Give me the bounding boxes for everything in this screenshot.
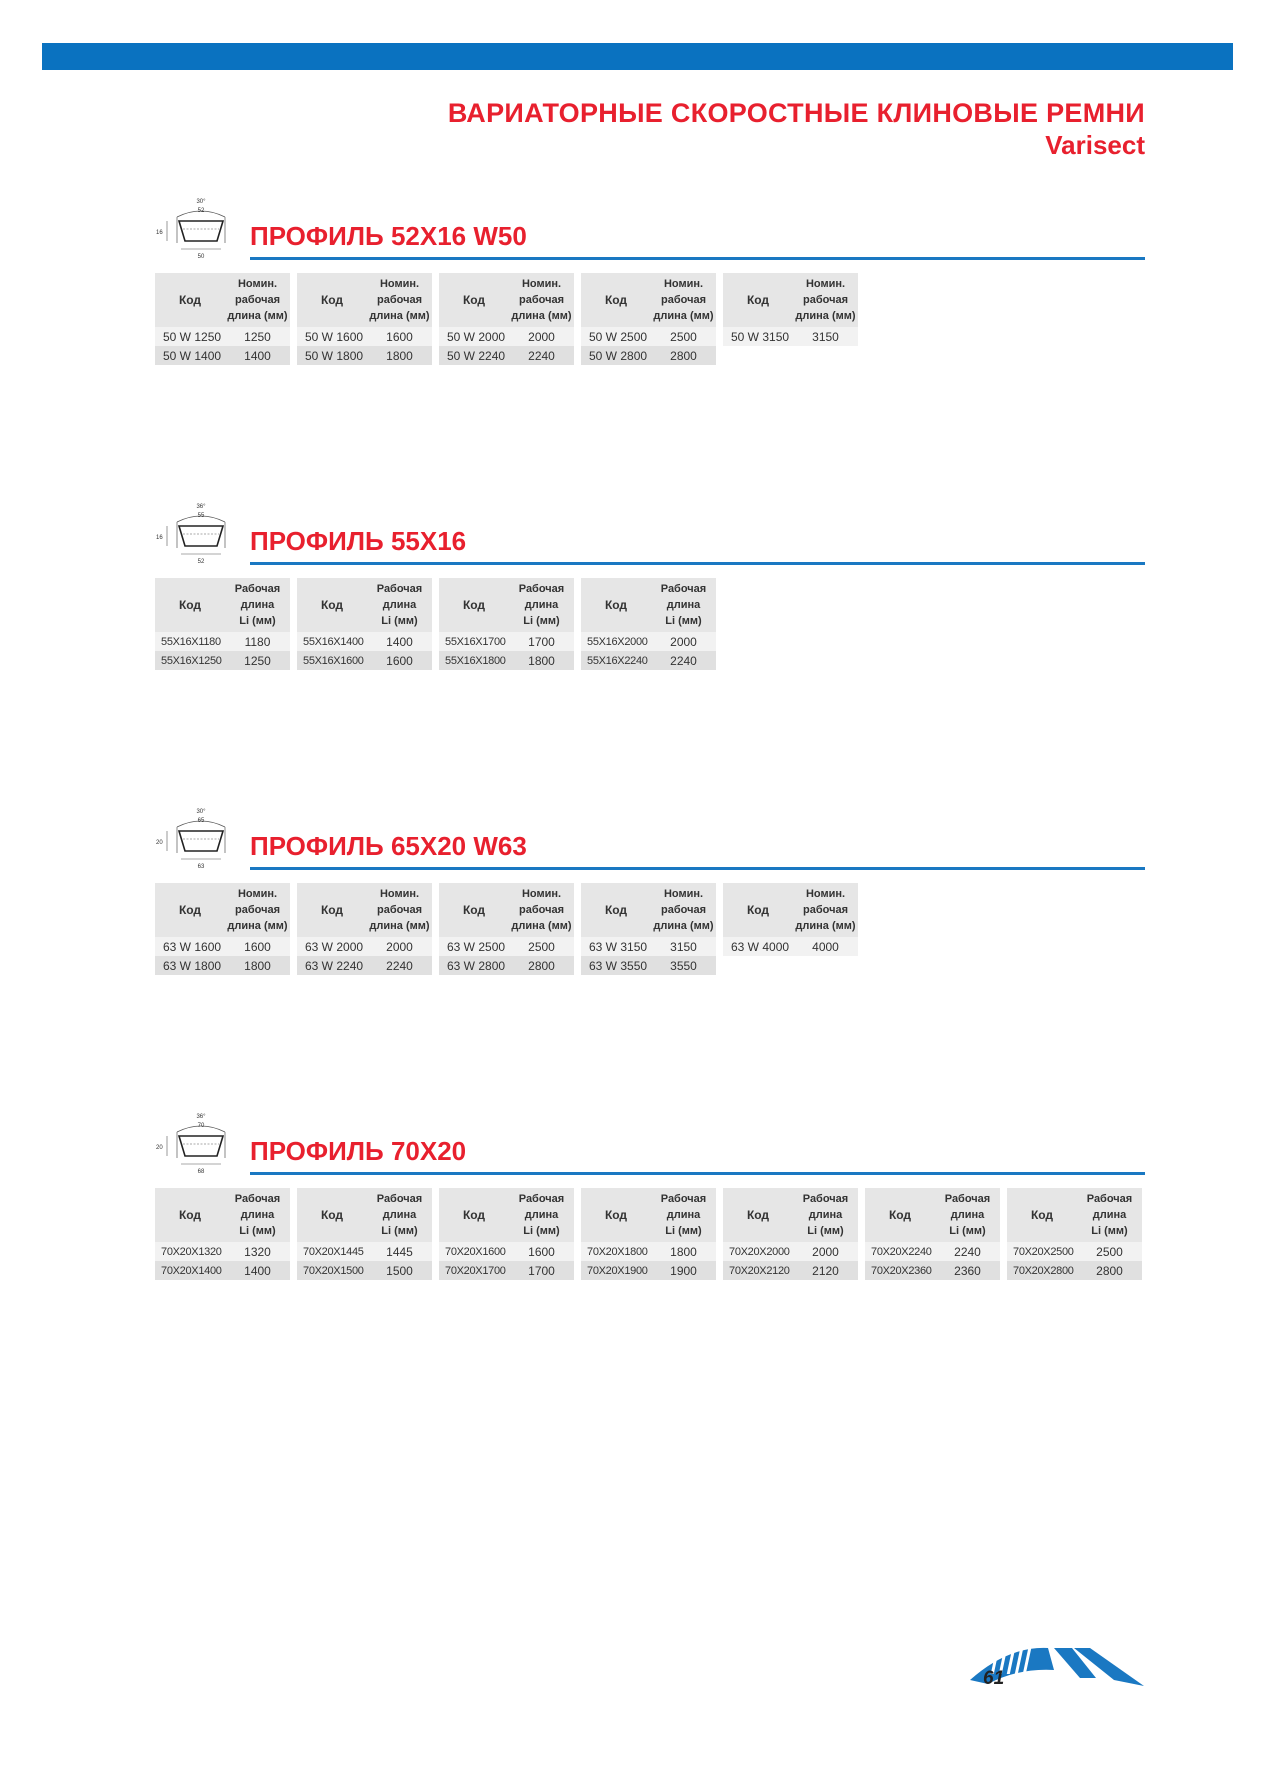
page-title: ВАРИАТОРНЫЕ СКОРОСТНЫЕ КЛИНОВЫЕ РЕМНИ (447, 98, 1145, 128)
diagram-bottom-width-label: 50 (197, 254, 205, 260)
size-table (297, 883, 432, 975)
table-header (723, 1188, 858, 1242)
belt-profile-diagram-icon (155, 195, 243, 269)
cell-length: 2000 (386, 939, 413, 954)
column-header-length: Рабочая длина Li (мм) (234, 583, 281, 627)
cell-code: 70X20X2360 (871, 1264, 932, 1277)
cell-length: 1800 (244, 958, 271, 973)
column-header-code: Код (462, 598, 486, 612)
table-row (581, 956, 716, 975)
column-header-code: Код (462, 293, 486, 307)
column-header-code: Код (746, 903, 770, 917)
cell-length: 1600 (528, 1244, 555, 1259)
section-divider (250, 1172, 1145, 1175)
cell-length: 1700 (528, 634, 555, 649)
cell-code: 63 W 3150 (589, 939, 648, 954)
cell-code: 50 W 1250 (163, 329, 222, 344)
size-table (865, 1188, 1000, 1280)
cell-length: 1180 (244, 634, 271, 649)
cell-length: 1800 (670, 1244, 697, 1259)
cell-length: 1600 (386, 653, 413, 668)
table-row (581, 346, 716, 365)
cell-length: 3550 (670, 958, 697, 973)
column-header-code: Код (320, 1208, 344, 1222)
table-row (155, 1261, 290, 1280)
column-header-code: Код (604, 598, 628, 612)
column-header-length: Номин. рабочая длина (мм) (227, 278, 288, 322)
section-divider (250, 867, 1145, 870)
cell-length: 1400 (244, 348, 271, 363)
cell-code: 55X16X1800 (445, 654, 506, 667)
cell-length: 2000 (670, 634, 697, 649)
cell-code: 70X20X1500 (303, 1264, 364, 1277)
table-row (297, 327, 432, 346)
cell-code: 70X20X2800 (1013, 1264, 1074, 1277)
profile-title: ПРОФИЛЬ 55X16 (250, 526, 467, 556)
table-row (439, 1242, 574, 1261)
cell-code: 70X20X2240 (871, 1245, 932, 1258)
column-header-code: Код (604, 1208, 628, 1222)
cell-length: 1445 (386, 1244, 413, 1259)
table-row (297, 1242, 432, 1261)
cell-code: 70X20X2120 (729, 1264, 790, 1277)
table-header (723, 883, 858, 937)
cell-length: 2000 (528, 329, 555, 344)
diagram-bottom-width-label: 68 (197, 1169, 205, 1175)
size-table (723, 883, 858, 975)
column-header-length: Рабочая длина Li (мм) (376, 583, 423, 627)
cell-length: 1250 (244, 653, 271, 668)
cell-code: 63 W 4000 (731, 939, 790, 954)
table-row (581, 651, 716, 670)
diagram-top-width-label: 55 (197, 513, 205, 519)
table-header (155, 883, 290, 937)
cell-code: 50 W 2240 (447, 348, 506, 363)
table-header (297, 273, 432, 327)
table-row (439, 651, 574, 670)
cell-code: 50 W 1800 (305, 348, 364, 363)
column-header-code: Код (604, 903, 628, 917)
table-row (297, 346, 432, 365)
cell-code: 70X20X1900 (587, 1264, 648, 1277)
table-row (439, 937, 574, 956)
cell-length: 2240 (386, 958, 413, 973)
cell-code: 55X16X1250 (161, 654, 222, 667)
cell-code: 50 W 2000 (447, 329, 506, 344)
cell-length: 1400 (386, 634, 413, 649)
table-row (439, 632, 574, 651)
table-row (155, 937, 290, 956)
column-header-length: Номин. рабочая длина (мм) (227, 888, 288, 932)
cell-code: 55X16X2240 (587, 654, 648, 667)
cell-code: 63 W 2240 (305, 958, 364, 973)
size-table (439, 883, 574, 975)
cell-length: 1600 (244, 939, 271, 954)
table-header (865, 1188, 1000, 1242)
table-row (581, 1261, 716, 1280)
diagram-top-width-label: 70 (197, 1123, 205, 1129)
cell-length: 1800 (528, 653, 555, 668)
table-header (297, 883, 432, 937)
cell-length: 2800 (670, 348, 697, 363)
size-tables (155, 273, 858, 365)
cell-length: 1600 (386, 329, 413, 344)
belt-profile-diagram-icon (155, 500, 243, 574)
size-table (297, 578, 432, 670)
cell-code: 50 W 1600 (305, 329, 364, 344)
size-table (723, 1188, 858, 1280)
size-table (155, 1188, 290, 1280)
header-bar (42, 43, 1233, 70)
cell-length: 2240 (670, 653, 697, 668)
table-header (723, 273, 858, 327)
cell-code: 55X16X1180 (161, 635, 221, 648)
size-table (723, 273, 858, 365)
column-header-length: Номин. рабочая длина (мм) (795, 278, 856, 322)
cell-length: 2500 (528, 939, 555, 954)
diagram-angle-label: 36° (196, 504, 206, 510)
profile-title: ПРОФИЛЬ 52X16 W50 (250, 221, 527, 251)
cell-length: 2120 (812, 1263, 839, 1278)
column-header-length: Рабочая длина Li (мм) (518, 583, 565, 627)
diagram-height-label: 20 (156, 1145, 163, 1151)
table-row (439, 346, 574, 365)
table-row (155, 651, 290, 670)
column-header-length: Рабочая длина Li (мм) (1086, 1193, 1133, 1237)
table-row (723, 327, 858, 346)
column-header-length: Рабочая длина Li (мм) (660, 1193, 707, 1237)
table-header (155, 1188, 290, 1242)
table-row (155, 956, 290, 975)
column-header-code: Код (178, 293, 202, 307)
table-row (155, 632, 290, 651)
column-header-code: Код (320, 598, 344, 612)
table-header (297, 578, 432, 632)
column-header-length: Рабочая длина Li (мм) (802, 1193, 849, 1237)
table-header (581, 578, 716, 632)
table-header (439, 273, 574, 327)
table-row (439, 327, 574, 346)
size-table (439, 273, 574, 365)
column-header-code: Код (888, 1208, 912, 1222)
diagram-height-label: 16 (156, 535, 163, 541)
table-row (581, 327, 716, 346)
table-header (581, 273, 716, 327)
cell-code: 70X20X1445 (303, 1245, 364, 1258)
column-header-code: Код (604, 293, 628, 307)
table-row (865, 1242, 1000, 1261)
column-header-code: Код (462, 1208, 486, 1222)
cell-code: 70X20X1600 (445, 1245, 506, 1258)
table-header (155, 273, 290, 327)
size-tables (155, 1188, 1142, 1280)
column-header-length: Номин. рабочая длина (мм) (369, 888, 430, 932)
diagram-angle-label: 30° (196, 809, 206, 815)
diagram-top-width-label: 65 (197, 818, 205, 824)
profile-title: ПРОФИЛЬ 70X20 (250, 1136, 467, 1166)
belt-profile-diagram-icon (155, 1110, 243, 1184)
table-row (297, 651, 432, 670)
cell-code: 70X20X1700 (445, 1264, 506, 1277)
cell-code: 63 W 2800 (447, 958, 506, 973)
cell-code: 63 W 1600 (163, 939, 222, 954)
diagram-bottom-width-label: 52 (197, 559, 205, 565)
cell-length: 1800 (386, 348, 413, 363)
size-table (297, 1188, 432, 1280)
cell-length: 2240 (954, 1244, 981, 1259)
cell-code: 50 W 1400 (163, 348, 222, 363)
table-row (155, 327, 290, 346)
cell-length: 2500 (670, 329, 697, 344)
page-number: 61 (983, 1668, 1005, 1689)
size-table (581, 883, 716, 975)
cell-code: 63 W 3550 (589, 958, 648, 973)
size-table (439, 578, 574, 670)
column-header-length: Номин. рабочая длина (мм) (653, 278, 714, 322)
column-header-code: Код (178, 903, 202, 917)
size-table (581, 1188, 716, 1280)
cell-code: 50 W 2800 (589, 348, 648, 363)
size-table (155, 883, 290, 975)
column-header-length: Номин. рабочая длина (мм) (653, 888, 714, 932)
table-row (1007, 1261, 1142, 1280)
column-header-length: Рабочая длина Li (мм) (234, 1193, 281, 1237)
table-row (297, 956, 432, 975)
cell-code: 70X20X2500 (1013, 1245, 1074, 1258)
cell-length: 1900 (670, 1263, 697, 1278)
diagram-bottom-width-label: 63 (197, 864, 205, 870)
table-header (439, 578, 574, 632)
cell-length: 2000 (812, 1244, 839, 1259)
diagram-height-label: 20 (156, 840, 163, 846)
table-header (297, 1188, 432, 1242)
cell-length: 1500 (386, 1263, 413, 1278)
table-row (297, 937, 432, 956)
cell-length: 1320 (244, 1244, 271, 1259)
cell-code: 55X16X2000 (587, 635, 648, 648)
page-subtitle: Varisect (1045, 130, 1145, 160)
section-divider (250, 562, 1145, 565)
column-header-length: Номин. рабочая длина (мм) (795, 888, 856, 932)
cell-length: 1250 (244, 329, 271, 344)
table-row (723, 937, 858, 956)
column-header-length: Рабочая длина Li (мм) (518, 1193, 565, 1237)
table-header (155, 578, 290, 632)
column-header-length: Номин. рабочая длина (мм) (511, 888, 572, 932)
size-table (581, 578, 716, 670)
column-header-code: Код (178, 1208, 202, 1222)
size-table (1007, 1188, 1142, 1280)
table-row (581, 1242, 716, 1261)
column-header-length: Рабочая длина Li (мм) (660, 583, 707, 627)
cell-code: 63 W 2000 (305, 939, 364, 954)
table-row (155, 346, 290, 365)
table-row (581, 937, 716, 956)
cell-code: 63 W 1800 (163, 958, 222, 973)
table-row (439, 956, 574, 975)
cell-length: 1700 (528, 1263, 555, 1278)
size-table (155, 273, 290, 365)
cell-code: 63 W 2500 (447, 939, 506, 954)
column-header-code: Код (746, 1208, 770, 1222)
table-header (581, 1188, 716, 1242)
table-row (1007, 1242, 1142, 1261)
size-tables (155, 883, 858, 975)
cell-length: 3150 (812, 329, 839, 344)
cell-length: 1400 (244, 1263, 271, 1278)
cell-length: 2240 (528, 348, 555, 363)
table-row (723, 1242, 858, 1261)
cell-length: 2500 (1096, 1244, 1123, 1259)
table-header (1007, 1188, 1142, 1242)
cell-code: 70X20X2000 (729, 1245, 790, 1258)
table-row (723, 1261, 858, 1280)
column-header-length: Номин. рабочая длина (мм) (511, 278, 572, 322)
diagram-top-width-label: 52 (197, 208, 205, 214)
column-header-length: Рабочая длина Li (мм) (944, 1193, 991, 1237)
cell-code: 70X20X1320 (161, 1245, 222, 1258)
column-header-code: Код (1030, 1208, 1054, 1222)
cell-length: 2360 (954, 1263, 981, 1278)
section-divider (250, 257, 1145, 260)
table-row (581, 632, 716, 651)
size-table (297, 273, 432, 365)
column-header-code: Код (178, 598, 202, 612)
table-row (297, 1261, 432, 1280)
cell-code: 55X16X1400 (303, 635, 364, 648)
table-row (155, 1242, 290, 1261)
size-table (439, 1188, 574, 1280)
cell-length: 2800 (528, 958, 555, 973)
diagram-angle-label: 30° (196, 199, 206, 205)
cell-code: 55X16X1700 (445, 635, 506, 648)
table-row (297, 632, 432, 651)
cell-code: 50 W 3150 (731, 329, 790, 344)
size-tables (155, 578, 716, 670)
column-header-length: Номин. рабочая длина (мм) (369, 278, 430, 322)
table-header (439, 1188, 574, 1242)
column-header-code: Код (320, 903, 344, 917)
cell-code: 70X20X1800 (587, 1245, 648, 1258)
table-row (439, 1261, 574, 1280)
column-header-code: Код (320, 293, 344, 307)
size-table (581, 273, 716, 365)
table-header (439, 883, 574, 937)
column-header-code: Код (746, 293, 770, 307)
cell-code: 50 W 2500 (589, 329, 648, 344)
cell-code: 70X20X1400 (161, 1264, 222, 1277)
cell-length: 3150 (670, 939, 697, 954)
table-row (865, 1261, 1000, 1280)
column-header-length: Рабочая длина Li (мм) (376, 1193, 423, 1237)
table-header (581, 883, 716, 937)
cell-length: 4000 (812, 939, 839, 954)
belt-profile-diagram-icon (155, 805, 243, 879)
cell-code: 55X16X1600 (303, 654, 364, 667)
diagram-angle-label: 36° (196, 1114, 206, 1120)
cell-length: 2800 (1096, 1263, 1123, 1278)
column-header-code: Код (462, 903, 486, 917)
diagram-height-label: 16 (156, 230, 163, 236)
size-table (155, 578, 290, 670)
profile-title: ПРОФИЛЬ 65X20 W63 (250, 831, 527, 861)
